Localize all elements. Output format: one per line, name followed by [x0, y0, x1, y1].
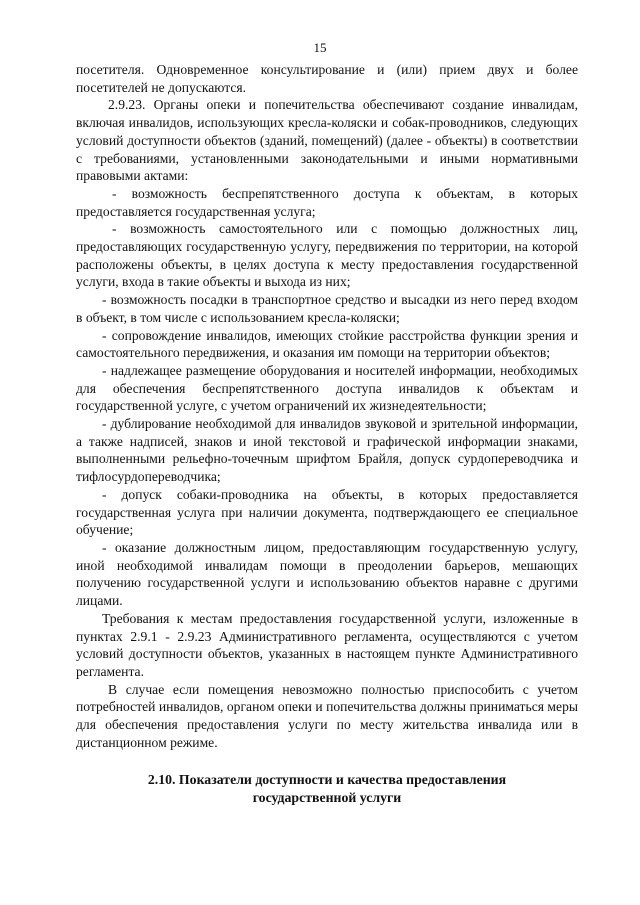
- list-item-duplication: - дублирование необходимой для инвалидов звуковой и зрительной информации, а также надписей, знаков и иной текстовой и графической информации знаками, выполненными рельефно-точечным шрифтом Брайля, допуск сурдопереводчика и тифлосурдопереводчика;: [76, 416, 578, 485]
- list-item-equipment: - надлежащее размещение оборудования и носителей информации, необходимых для обеспечения беспрепятственного доступа инвалидов к объектам и государственной услуге, с учетом ограничений их жизнедеятельности;: [76, 362, 578, 414]
- paragraph-continuation: посетителя. Одновременное консультирование и (или) прием двух и более посетителей не допускаются.: [76, 62, 578, 95]
- paragraph-requirements: Требования к местам предоставления государственной услуги, изложенные в пунктах 2.9.1 - 2.9.23 Административного регламента, осуществляются с учетом условий доступности объектов, указанных в настоящем пункте Административного регламента.: [76, 610, 578, 679]
- list-item-escort: - сопровождение инвалидов, имеющих стойкие расстройства функции зрения и самостоятельного передвижения, и оказания им помощи на территории объектов;: [76, 327, 578, 361]
- list-item-transport: - возможность посадки в транспортное средство и высадки из него перед входом в объект, в том числе с использованием кресла-коляски;: [76, 292, 578, 325]
- document-body: [76, 61, 578, 807]
- section-heading-line-1: 2.10. Показатели доступности и качества предоставления: [147, 772, 507, 788]
- page-number: 15: [313, 40, 327, 55]
- list-item-assistance: - оказание должностным лицом, предоставляющим государственную услугу, иной необходимой инвалидам помощи в преодолении барьеров, мешающих получению государственной услуги и использованию объектов наравне с другими лицами.: [76, 539, 578, 609]
- section-spacer: [76, 751, 578, 771]
- paragraph-2-9-23: 2.9.23. Органы опеки и попечительства обеспечивают создание инвалидам, включая инвалидов, использующих кресла-коляски и собак-проводников, следующих условий доступности объектов (зданий, помещений) (далее - объекты) в соответствии с требованиями, установленными законодательными и иными нормативными правовыми актами:: [76, 97, 578, 184]
- paragraph-alternative-measures: В случае если помещения невозможно полностью приспособить с учетом потребностей инвалидов, органом опеки и попечительства должны приниматься меры для обеспечения предоставления услуги по месту жительства инвалида или в дистанционном режиме.: [76, 681, 578, 750]
- list-item-access: - возможность беспрепятственного доступа к объектам, в которых предоставляется государственная услуга;: [76, 185, 578, 219]
- list-item-guide-dog: - допуск собаки-проводника на объекты, в которых предоставляется государственная услуга при наличии документа, подтверждающего ее специальное обучение;: [76, 486, 578, 538]
- list-item-movement: - возможность самостоятельного или с помощью должностных лиц, предоставляющих государственную услугу, передвижения по территории, на которой расположены объекты, в целях доступа к месту предоставления государственной услуги, входа в такие объекты и выхода из них;: [76, 221, 578, 290]
- section-heading-line-2: государственной услуги: [252, 790, 402, 806]
